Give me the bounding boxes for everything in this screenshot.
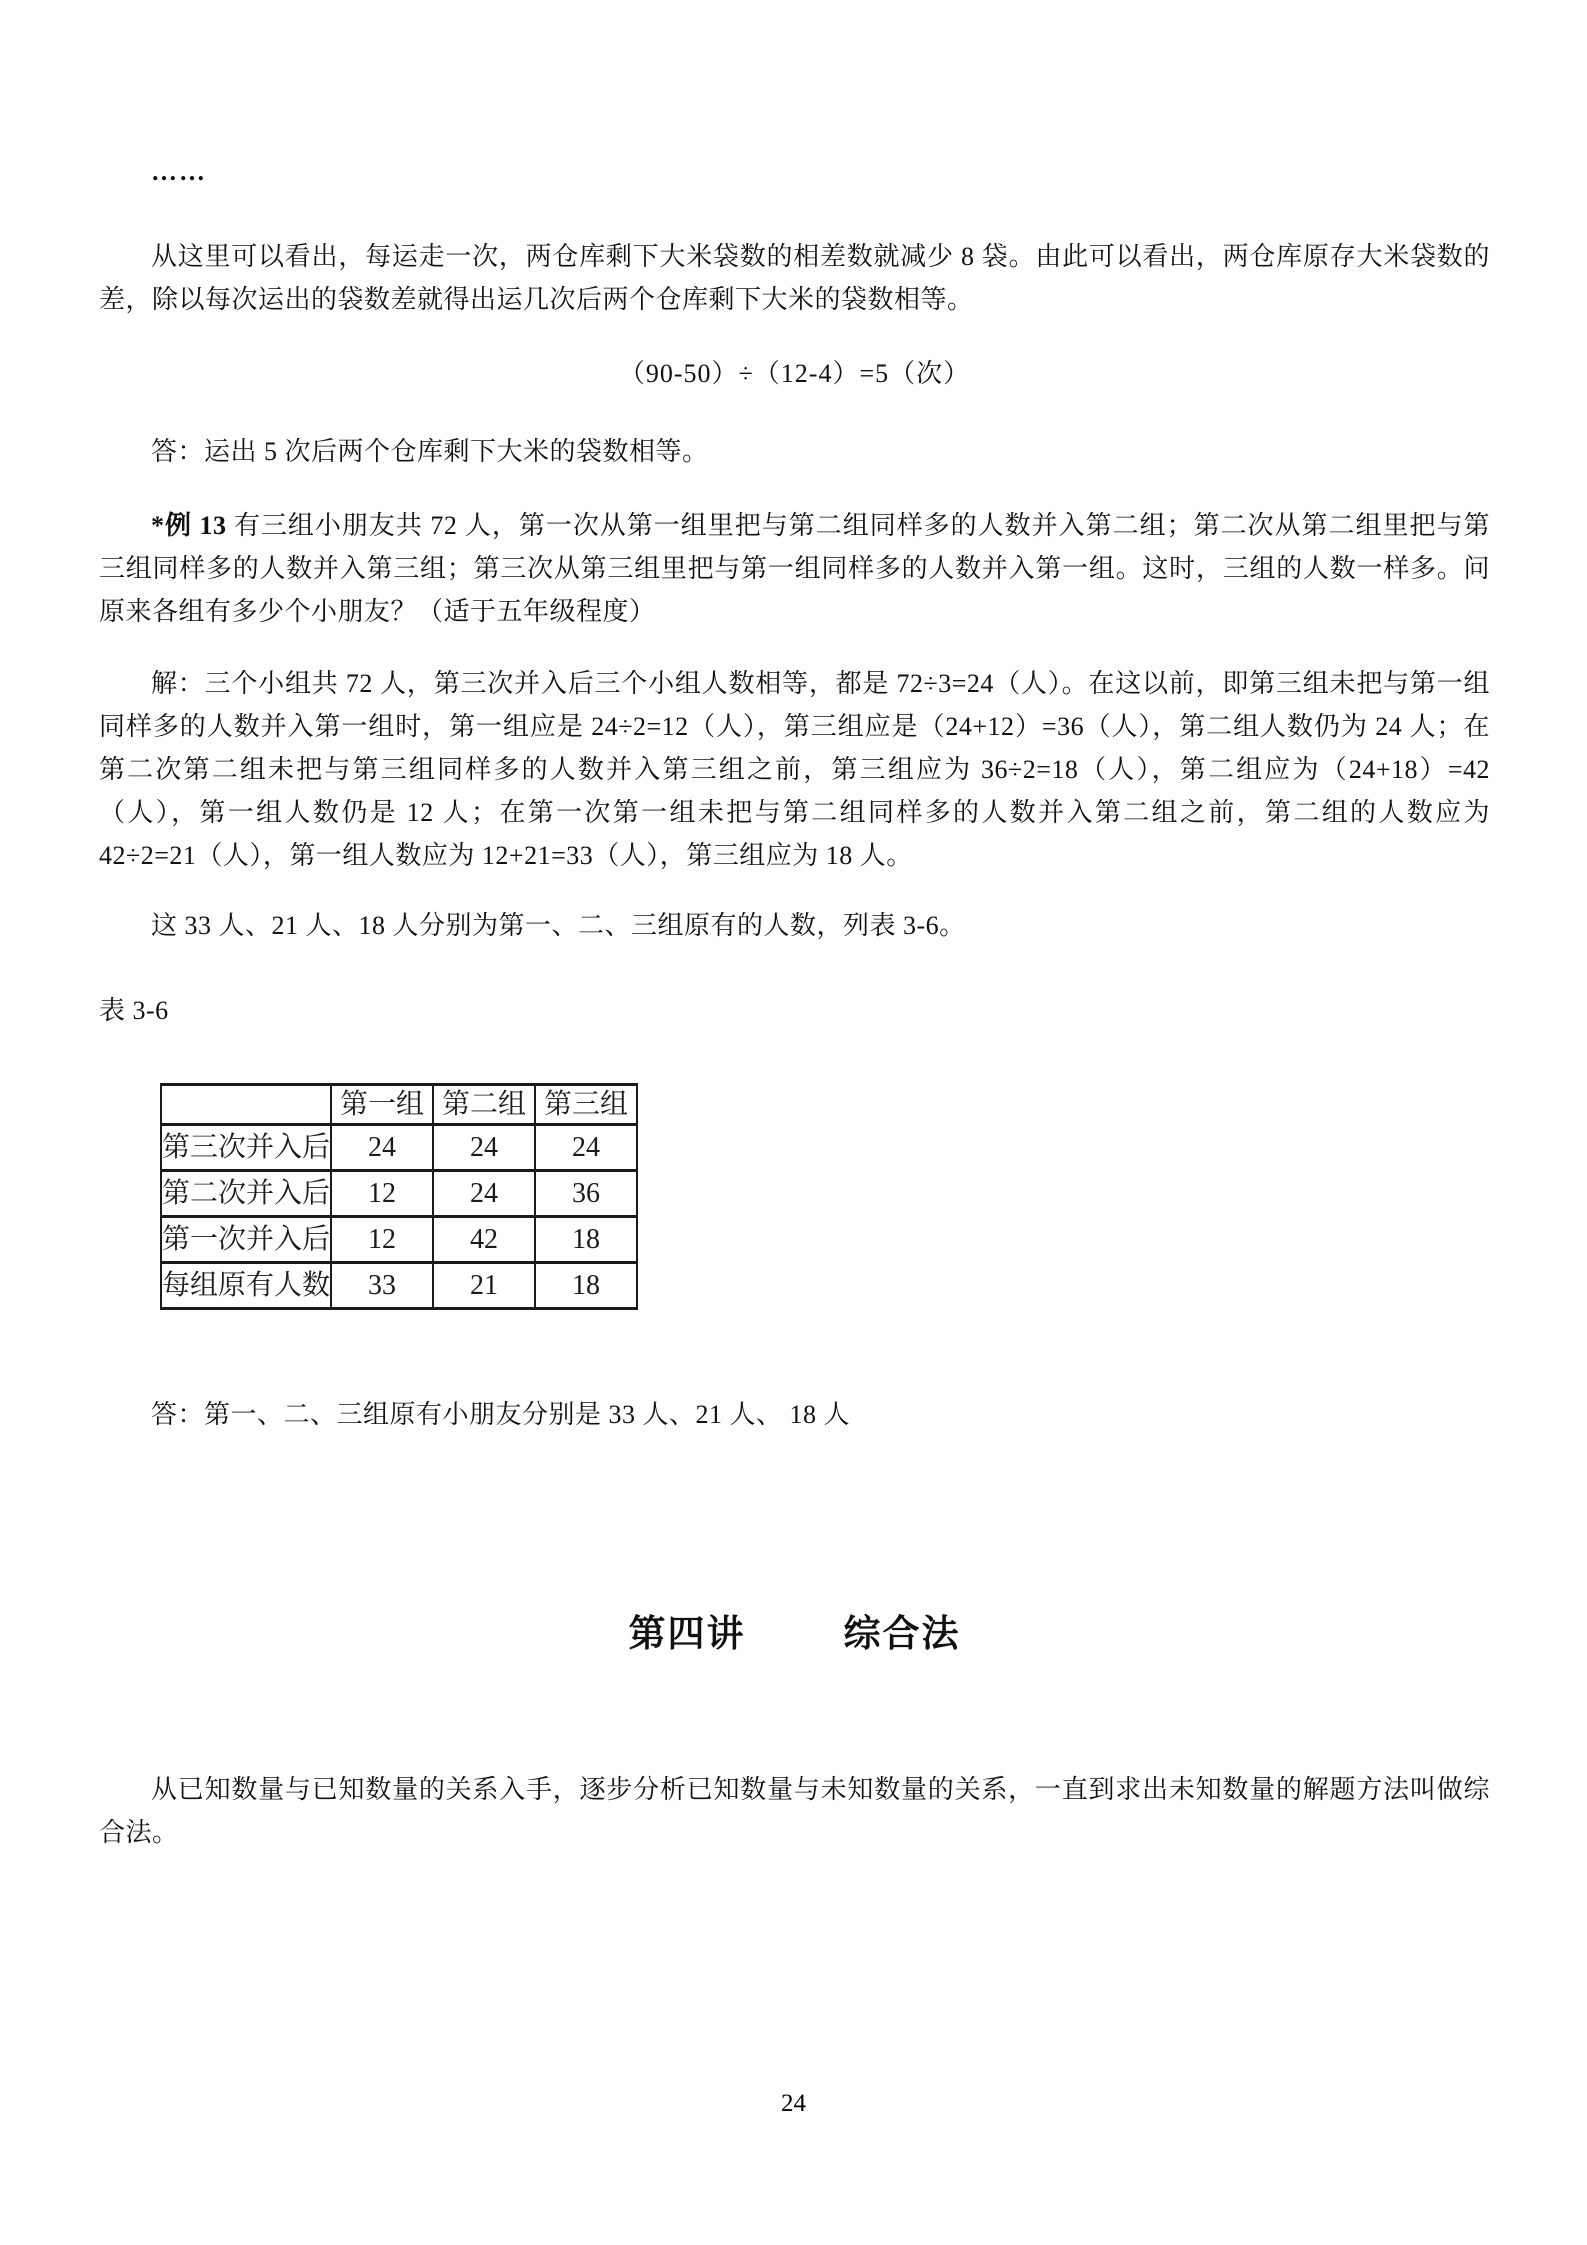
paragraph-note: 这 33 人、21 人、18 人分别为第一、二、三组原有的人数，列表 3-6。 [151, 911, 966, 940]
example-text: 有三组小朋友共 72 人，第一次从第一组里把与第二组同样多的人数并入第二组；第二次从第二组里把与第三组同样多的人数并入第三组；第三次从第三组里把与第一组同样多的人数并入第一组。这时，三组的人数一样多。问原来各组有多少个小朋友？（适于五年级程度） [99, 511, 1490, 626]
table-row-label: 第一次并入后 [161, 1217, 331, 1263]
table-row [161, 1171, 637, 1217]
table-3-6 [160, 1083, 638, 1310]
table-row [161, 1217, 637, 1263]
paragraph-example-13 [99, 504, 1490, 633]
table-cell: 21 [433, 1263, 535, 1309]
table-cell: 36 [535, 1171, 637, 1217]
table-column-header: 第一组 [331, 1085, 433, 1125]
table-cell: 24 [331, 1125, 433, 1171]
table-column-header: 第三组 [535, 1085, 637, 1125]
table-cell: 18 [535, 1263, 637, 1309]
table-cell: 24 [535, 1125, 637, 1171]
answer-line-2: 答：第一、二、三组原有小朋友分别是 33 人、21 人、 18 人 [151, 1400, 851, 1429]
table-caption: 表 3-6 [99, 996, 169, 1025]
table-cell: 12 [331, 1171, 433, 1217]
table-cell: 42 [433, 1217, 535, 1263]
section-heading [99, 1610, 1490, 1660]
section-heading-title: 综合法 [843, 1614, 961, 1655]
answer-line-1: 答：运出 5 次后两个仓库剩下大米的袋数相等。 [151, 437, 709, 466]
section-heading-number: 第四讲 [628, 1614, 746, 1655]
table-body [161, 1125, 637, 1309]
table-cell: 24 [433, 1125, 535, 1171]
table-row [161, 1263, 637, 1309]
formula-line: （90-50）÷（12-4）=5（次） [618, 359, 971, 388]
table-row [161, 1125, 637, 1171]
table-header-row [161, 1085, 637, 1125]
table-corner-cell [161, 1085, 331, 1125]
table-cell: 12 [331, 1217, 433, 1263]
ellipsis-line: …… [151, 157, 207, 186]
table-row-label: 每组原有人数 [161, 1263, 331, 1309]
table-cell: 24 [433, 1171, 535, 1217]
table-column-header: 第二组 [433, 1085, 535, 1125]
table-row-label: 第三次并入后 [161, 1125, 331, 1171]
table-row-label: 第二次并入后 [161, 1171, 331, 1217]
paragraph-closing: 从已知数量与已知数量的关系入手，逐步分析已知数量与未知数量的关系，一直到求出未知数量的解题方法叫做综合法。 [99, 1775, 1490, 1847]
paragraph-solution: 解：三个小组共 72 人，第三次并入后三个小组人数相等，都是 72÷3=24（人）。在这以前，即第三组未把与第一组同样多的人数并入第一组时，第一组应是 24÷2=12（人），第三组应是（24+12）=36（人），第二组人数仍为 24 人；在第二次第二组未把与第三组同样多的人数并入第三组之前，第三组应为 36÷2=18（人），第二组应为（24+18）=42（人），第一组人数仍是 12 人；在第一次第一组未把与第二组同样多的人数并入第二组之前，第二组的人数应为 42÷2=21（人），第一组人数应为 12+21=33（人），第三组应为 18 人。 [99, 669, 1490, 870]
example-label: *例 13 [151, 511, 227, 540]
table-cell: 18 [535, 1217, 637, 1263]
table-cell: 33 [331, 1263, 433, 1309]
paragraph-warehouse: 从这里可以看出，每运走一次，两仓库剩下大米袋数的相差数就减少 8 袋。由此可以看出，两仓库原存大米袋数的差，除以每次运出的袋数差就得出运几次后两个仓库剩下大米的袋数相等。 [99, 242, 1490, 314]
page-number: 24 [781, 2090, 806, 2117]
